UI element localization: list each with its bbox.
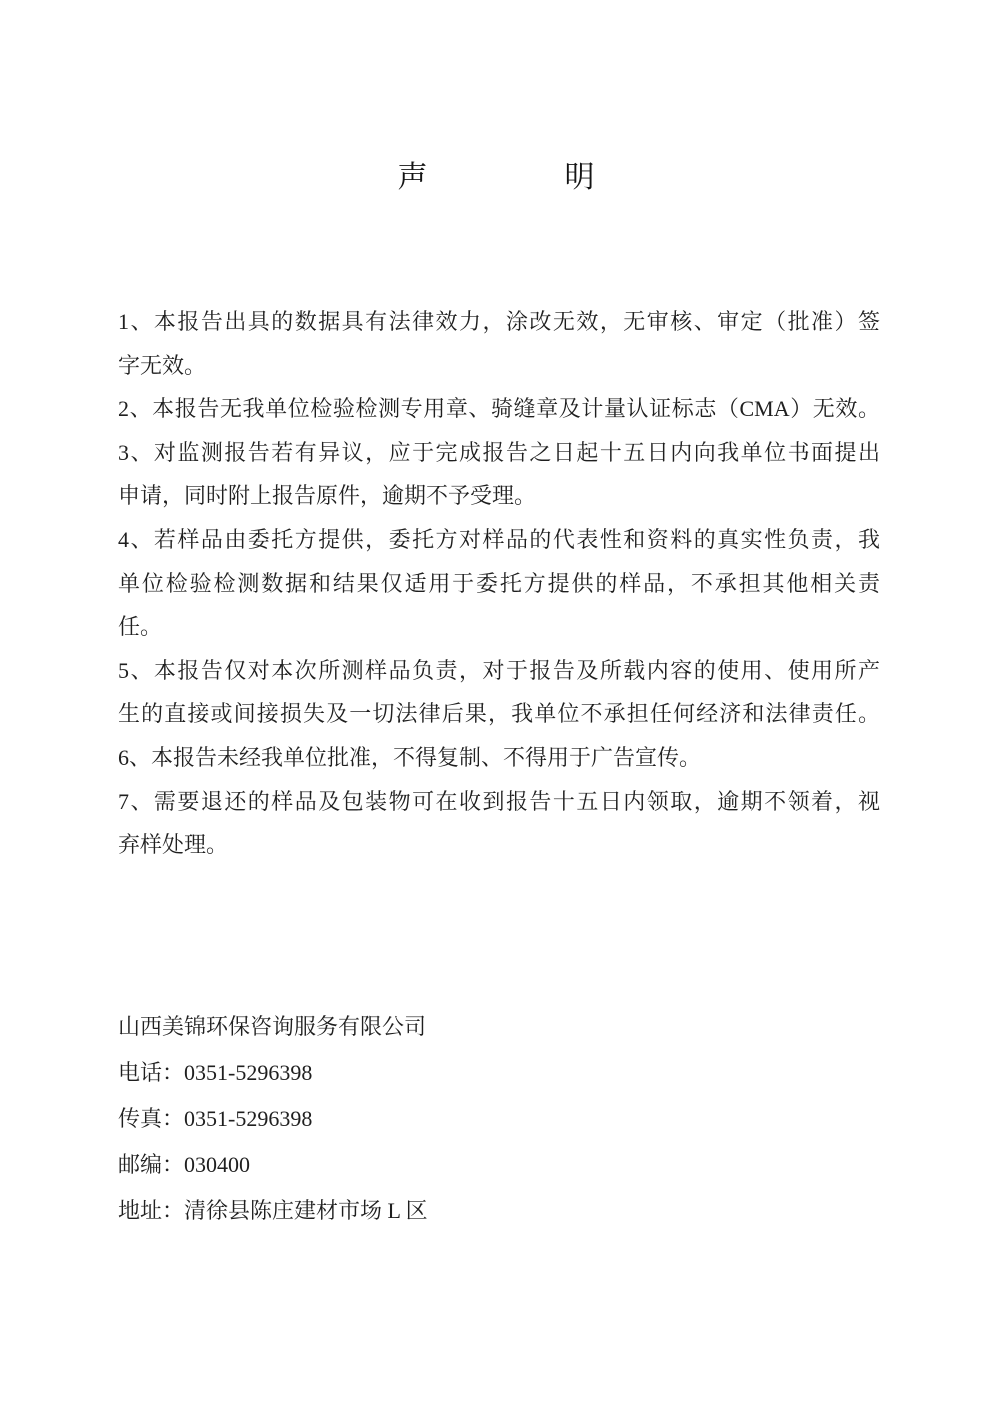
statement-line-3a: 3、对监测报告若有异议，应于完成报告之日起十五日内向我单位书面提出: [118, 439, 880, 465]
statement-line-1a: 1、本报告出具的数据具有法律效力，涂改无效，无审核、审定（批准）签: [118, 309, 880, 334]
statement-line-6: 6、本报告未经我单位批准，不得复制、不得用于广告宣传。: [118, 744, 702, 770]
statement-line-4b: 单位检验检测数据和结果仅适用于委托方提供的样品，不承担其他相关责: [118, 570, 880, 596]
title-char-sheng: 声: [397, 161, 428, 194]
company-info: [118, 1004, 880, 1234]
statement-line-5a: 5、本报告仅对本次所测样品负责，对于报告及所载内容的使用、使用所产: [118, 657, 880, 683]
statement-body: [118, 300, 880, 867]
company-name: 山西美锦环保咨询服务有限公司: [118, 1014, 427, 1039]
statement-line-7b: 弃样处理。: [118, 832, 229, 858]
statement-line-1b: 字无效。: [118, 352, 207, 378]
statement-line-2: 2、本报告无我单位检验检测专用章、骑缝章及计量认证标志（CMA）无效。: [118, 396, 880, 422]
statement-line-4a: 4、若样品由委托方提供，委托方对样品的代表性和资料的真实性负责，我: [118, 526, 880, 552]
statement-line-7a: 7、需要退还的样品及包装物可在收到报告十五日内领取，逾期不领着，视: [118, 788, 880, 814]
statement-line-3b: 申请，同时附上报告原件，逾期不予受理。: [118, 483, 537, 509]
title-char-ming: 明: [564, 161, 595, 194]
address-line: 地址：清徐县陈庄建材市场 L 区: [118, 1198, 428, 1223]
postcode-line: 邮编：030400: [118, 1152, 251, 1177]
statement-line-5b: 生的直接或间接损失及一切法律后果，我单位不承担任何经济和法律责任。: [118, 701, 880, 727]
fax-line: 传真：0351-5296398: [118, 1106, 313, 1131]
statement-line-4c: 任。: [118, 614, 163, 640]
page-title: [0, 158, 992, 198]
phone-line: 电话：0351-5296398: [118, 1060, 313, 1085]
